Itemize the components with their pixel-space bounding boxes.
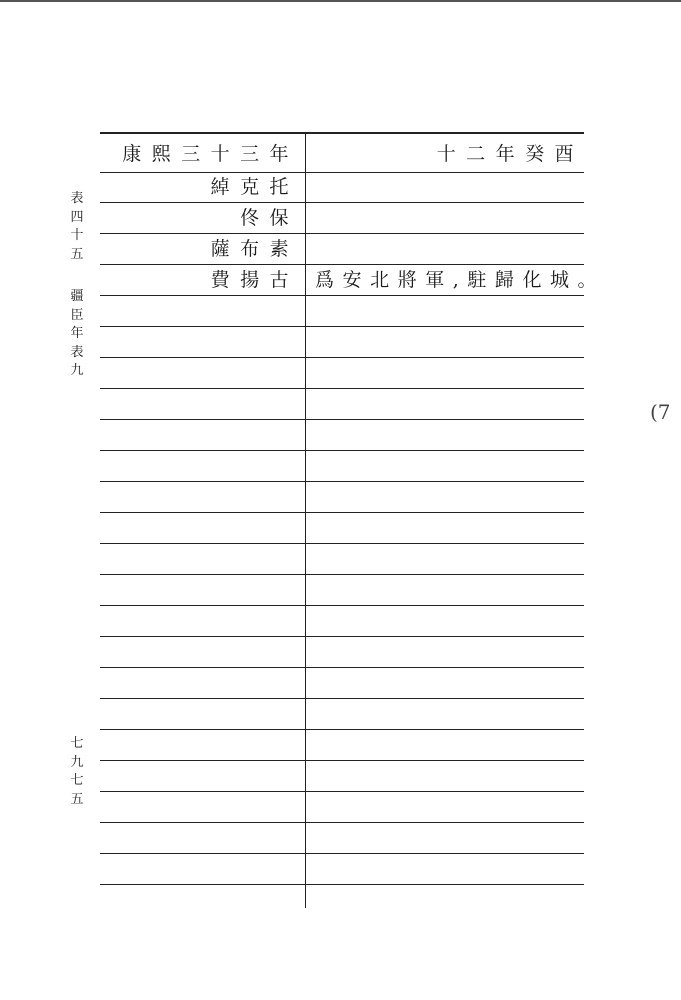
- table-rule-line: [100, 388, 584, 389]
- margin-char: 十: [70, 228, 84, 243]
- margin-char: 五: [70, 246, 84, 262]
- margin-table-subtitle: [66, 288, 88, 381]
- margin-char: 疆: [70, 289, 84, 304]
- margin-char: 年: [70, 326, 84, 341]
- table-rule-line: [100, 574, 584, 575]
- margin-char: 臣: [70, 307, 84, 323]
- table-rule-line: [100, 419, 584, 420]
- table-rule-line: [100, 791, 584, 792]
- table-rule-line: [100, 512, 584, 513]
- cell-left-3: 薩布素: [210, 238, 299, 260]
- cell-left-2: 佟保: [240, 207, 299, 229]
- table-rule-line: [100, 822, 584, 823]
- table-rule-line: [100, 636, 584, 637]
- margin-char: 七: [70, 736, 84, 751]
- cell-left-1: 綽克托: [210, 176, 299, 198]
- table-rule-line: [100, 202, 584, 203]
- cell-left-0: 康熙三十三年: [122, 143, 299, 165]
- table-rule-line: [100, 853, 584, 854]
- table-rule-line: [100, 295, 584, 296]
- margin-page-number: [66, 735, 88, 809]
- cell-left-4: 費揚古: [210, 269, 299, 291]
- margin-char: 表: [70, 344, 84, 360]
- table-rule-line: [100, 450, 584, 451]
- cell-right-4: 爲安北將軍,駐歸化城。: [315, 269, 606, 291]
- table-rule-line: [100, 698, 584, 699]
- table-rule-line: [100, 357, 584, 358]
- table-rule-line: [100, 132, 584, 134]
- margin-char: 表: [70, 191, 84, 206]
- margin-char: 九: [70, 363, 84, 378]
- margin-char: 七: [70, 773, 84, 788]
- table-rule-line: [100, 760, 584, 761]
- table-rule-line: [100, 605, 584, 606]
- table-rule-line: [100, 543, 584, 544]
- cell-right-0: 十二年癸酉: [436, 143, 584, 165]
- table-rule-line: [100, 172, 584, 173]
- table-rule-line: [100, 884, 584, 885]
- table-rule-line: [100, 667, 584, 668]
- page-top-border: [0, 0, 681, 2]
- margin-char: 四: [70, 209, 84, 225]
- officials-year-table: [100, 132, 606, 914]
- margin-char: 九: [70, 754, 84, 770]
- margin-char: 五: [70, 791, 84, 807]
- table-rule-line: [100, 264, 584, 265]
- table-rule-line: [100, 233, 584, 234]
- margin-table-title: [66, 190, 88, 264]
- table-rule-line: [100, 326, 584, 327]
- page-stamp: (7: [650, 400, 671, 424]
- table-rule-line: [100, 481, 584, 482]
- table-rule-line: [100, 729, 584, 730]
